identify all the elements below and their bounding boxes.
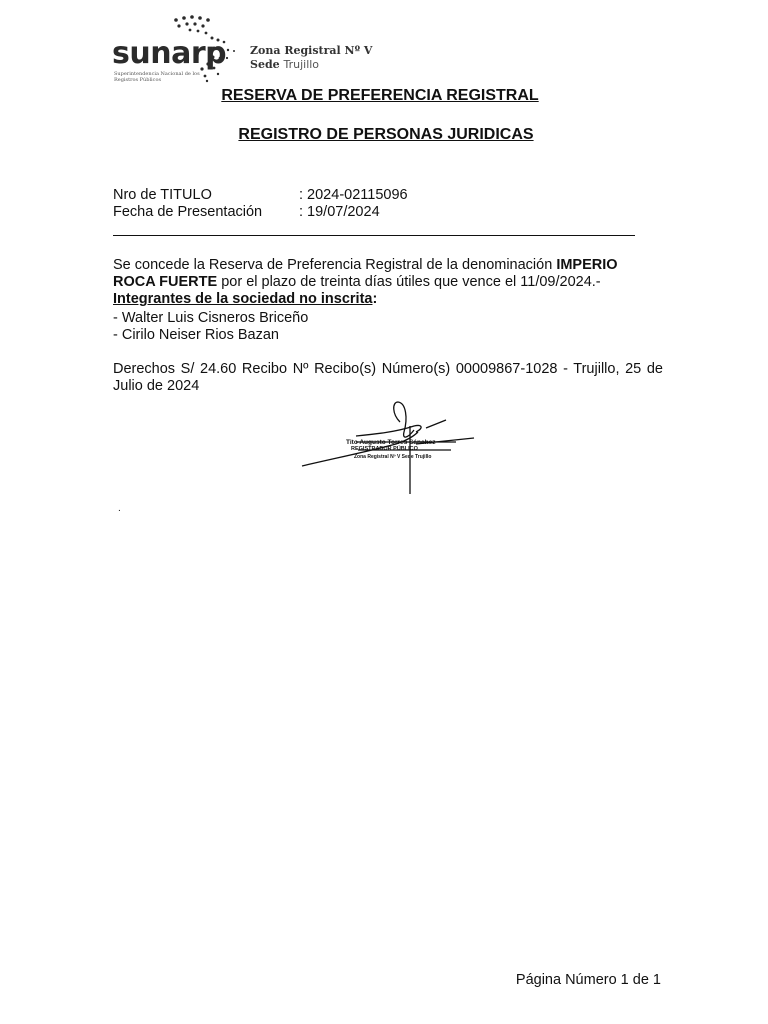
members-heading-line	[113, 291, 663, 308]
sede-word: Sede	[250, 58, 280, 71]
registrar-zone: Zona Registral Nº V Sede Trujillo	[354, 454, 432, 460]
titulo-field	[113, 187, 408, 203]
sunarp-logo-text: sunarp	[112, 36, 227, 71]
titulo-value: : 2024-02115096	[299, 187, 408, 203]
member-item: - Cirilo Neiser Rios Bazan	[113, 327, 279, 343]
fecha-label: Fecha de Presentación	[113, 204, 263, 220]
page-number: Página Número 1 de 1	[515, 972, 661, 988]
fees-paragraph: Derechos S/ 24.60 Recibo Nº Recibo(s) Número(s) 00009867-1028 - Trujillo, 25 de Julio de 2024	[113, 361, 663, 394]
sunarp-logo-subtitle: Superintendencia Nacional de los Registros Públicos	[114, 71, 200, 83]
fecha-value: : 19/07/2024	[299, 204, 380, 220]
denomination-part-2: ROCA FUERTE	[113, 274, 218, 290]
titulo-label: Nro de TITULO	[113, 187, 212, 203]
concession-line-2	[113, 274, 663, 291]
fecha-field	[113, 204, 380, 220]
document-subtitle: REGISTRO DE PERSONAS JURIDICAS	[238, 126, 534, 143]
document-header	[112, 14, 412, 84]
member-item: - Walter Luis Cisneros Briceño	[113, 310, 309, 326]
denomination-part-1: IMPERIO	[556, 257, 618, 273]
stray-mark: .	[118, 503, 121, 514]
zona-registral-label: Zona Registral Nº V	[250, 44, 373, 57]
separator-rule	[113, 235, 635, 236]
registrar-role: REGISTRADOR PÚBLICO	[351, 446, 418, 452]
concession-paragraph	[113, 257, 663, 308]
members-heading-colon: :	[372, 291, 378, 307]
concession-text: Se concede la Reserva de Preferencia Registral de la denominación	[113, 257, 557, 273]
members-heading: Integrantes de la sociedad no inscrita	[113, 291, 373, 307]
deadline-text: por el plazo de treinta días útiles que vence el 11/09/2024.-	[217, 274, 601, 290]
sede-city: Trujillo	[283, 58, 320, 71]
document-title: RESERVA DE PREFERENCIA REGISTRAL	[221, 87, 539, 104]
sede-label	[250, 58, 319, 71]
signature-block	[296, 398, 481, 500]
registrar-name: Tito Augusto Torres Sánchez	[346, 439, 436, 446]
